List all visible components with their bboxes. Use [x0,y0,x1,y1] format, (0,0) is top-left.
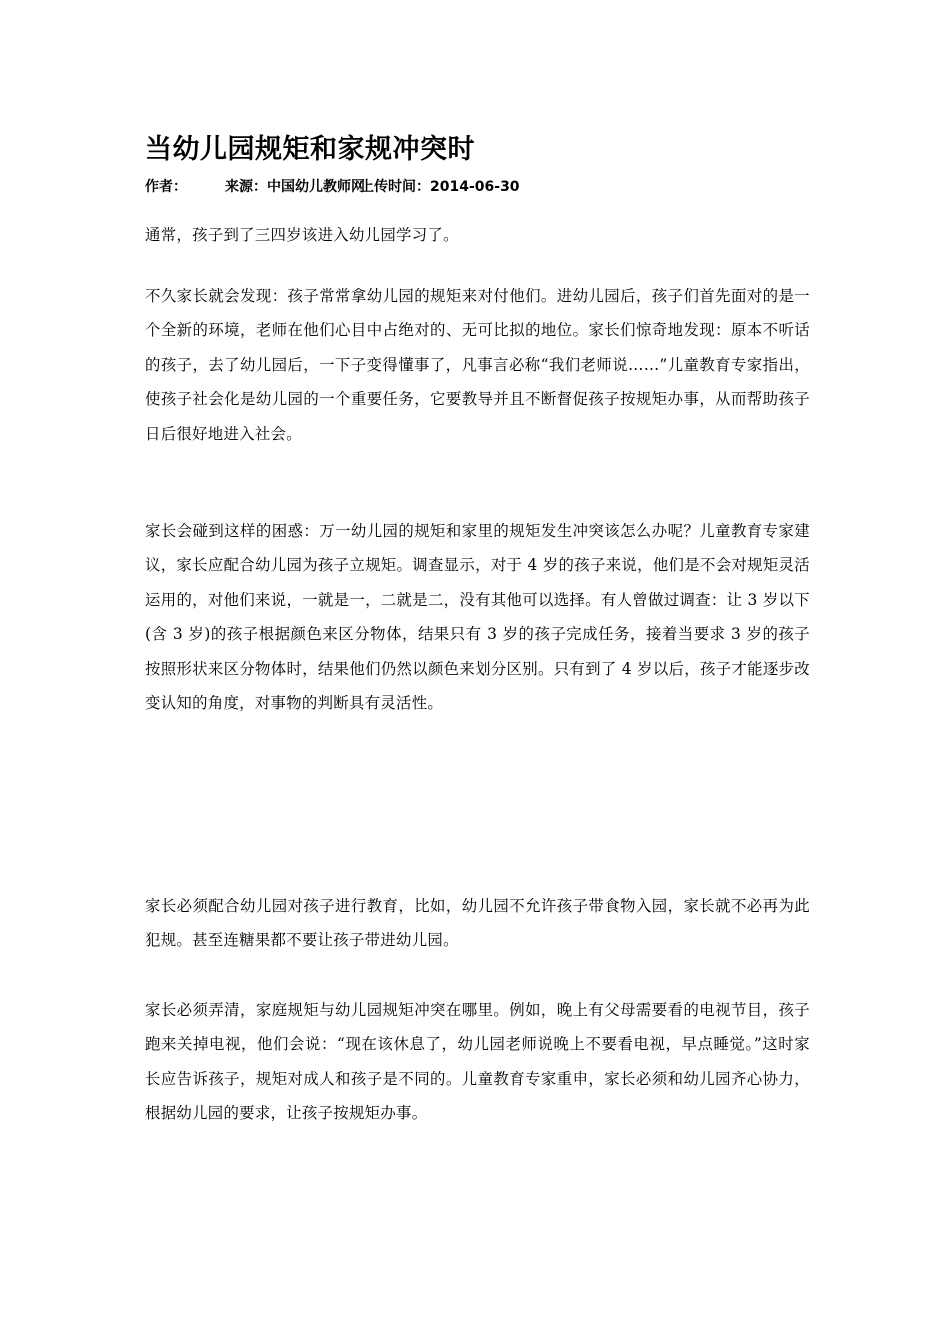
paragraph-cooperation: 家长必须配合幼儿园对孩子进行教育，比如，幼儿园不允许孩子带食物入园，家长就不必再为此犯规。甚至连糖果都不要让孩子带进幼儿园。 [145,897,810,950]
source-label: 来源：中国幼儿教师网 [225,179,365,195]
paragraph-conclusion: 家长必须弄清，家庭规矩与幼儿园规矩冲突在哪里。例如，晚上有父母需要看的电视节目，孩子跑来关掉电视，他们会说：“现在该休息了，幼儿园老师说晚上不要看电视，早点睡觉。”这时家长应告诉孩子，规矩对成人和孩子是不同的。儿童教育专家重申，家长必须和幼儿园齐心协力，根据幼儿园的要求，让孩子按规矩办事。 [145,1001,810,1123]
upload-time-label: 上传时间：2014-06-30 [360,179,520,195]
paragraph-intro: 通常，孩子到了三四岁该进入幼儿园学习了。 [145,226,459,244]
paragraph-rules-discovery: 不久家长就会发现：孩子常常拿幼儿园的规矩来对付他们。进幼儿园后，孩子们首先面对的是一个全新的环境，老师在他们心目中占绝对的、无可比拟的地位。家长们惊奇地发现：原本不听话的孩子，去了幼儿园后，一下子变得懂事了，凡事言必称“我们老师说……”儿童教育专家指出，使孩子社会化是幼儿园的一个重要任务，它要教导并且不断督促孩子按规矩办事，从而帮助孩子日后很好地进入社会。 [145,287,810,443]
author-label: 作者： [145,179,187,195]
article-title: 当幼儿园规矩和家规冲突时 [145,134,475,165]
paragraph-conflict-advice: 家长会碰到这样的困惑：万一幼儿园的规矩和家里的规矩发生冲突该怎么办呢？儿童教育专家建议，家长应配合幼儿园为孩子立规矩。调查显示，对于 4 岁的孩子来说，他们是不会对规矩灵活运用的，对他们来说，一就是一，二就是二，没有其他可以选择。有人曾做过调查：让 3 岁以下(含 3 岁)的孩子根据颜色来区分物体，结果只有 3 岁的孩子完成任务，接着当要求 3 岁的孩子按照形状来区分物体时，结果他们仍然以颜色来划分区别。只有到了 4 岁以后，孩子才能逐步改变认知的角度，对事物的判断具有灵活性。 [145,522,810,713]
article-meta [145,176,520,198]
